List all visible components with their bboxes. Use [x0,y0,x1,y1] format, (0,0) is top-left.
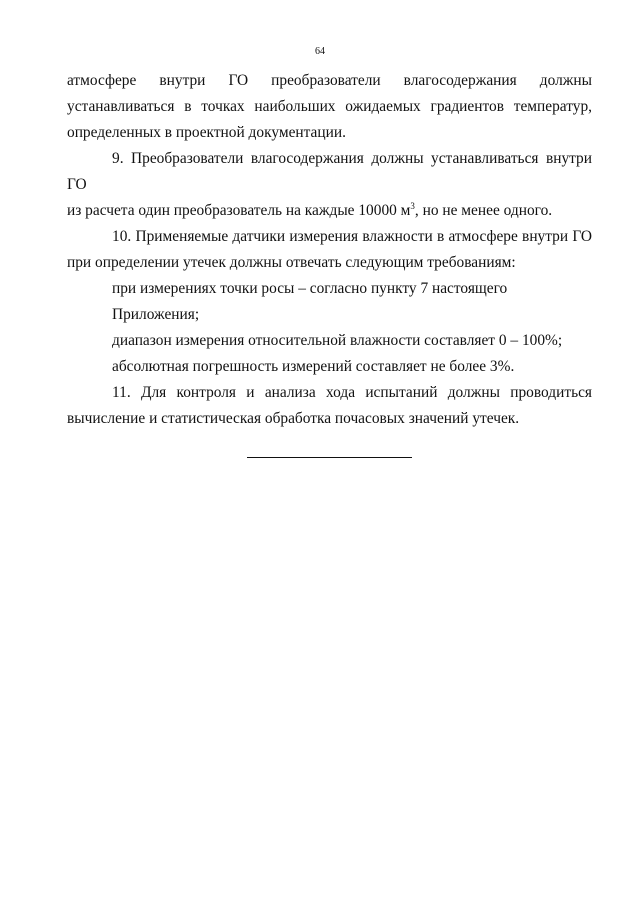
text-span: , но не менее одного. [414,202,553,219]
list-item: при измерениях точки росы – согласно пункту 7 настоящего Приложения; [112,280,508,323]
paragraph-9-line: 9. Преобразователи влагосодержания должны устанавливаться внутри ГО [67,150,592,193]
paragraph-9-line [67,198,592,224]
superscript: 3 [410,200,415,211]
text-span: из расчета один преобразователь на каждые 10000 м [67,202,411,219]
end-divider [247,457,412,458]
page-number: 64 [315,46,325,57]
paragraph-11-line: 11. Для контроля и анализа хода испытаний должны проводиться [112,384,592,401]
paragraph-11-line: вычисление и статистическая обработка почасовых значений утечек. [67,410,520,427]
paragraph-10-line: 10. Применяемые датчики измерения влажности в атмосфере внутри ГО [112,228,592,245]
text-line: определенных в проектной документации. [67,124,346,141]
paragraph-10-line: при определении утечек должны отвечать следующим требованиям: [67,254,516,271]
list-item: диапазон измерения относительной влажности составляет 0 – 100%; [112,332,563,349]
text-line: устанавливаться в точках наибольших ожидаемых градиентов температур, [67,98,592,115]
text-line: атмосфере внутри ГО преобразователи влагосодержания должны [67,72,592,89]
list-item: абсолютная погрешность измерений составляет не более 3%. [112,358,515,375]
document-body [67,68,592,432]
